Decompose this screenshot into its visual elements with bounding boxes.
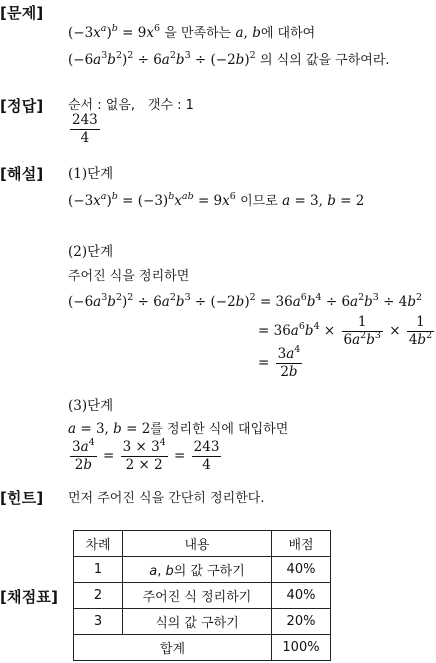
- rubric-total-row: [74, 635, 331, 661]
- answer-numerator: 243: [72, 112, 98, 128]
- rubric-row-content-suffix: 의 값 구하기: [173, 564, 245, 579]
- solution-step3-intro: a = 3, b = 2를 정리한 식에 대입하면: [68, 421, 289, 437]
- table-row: [74, 583, 331, 609]
- hint-text-content: 먼저 주어진 식을 간단히 정리한다.: [68, 491, 265, 506]
- section-rubric-label: [채점표]: [0, 588, 59, 606]
- solution-step1-equation: $(-3x^a)^b = (-3)^bx^{ab} = 9x^6$ 이므로 a = 3, b = 2: [68, 191, 365, 209]
- section-hint-label: [힌트]: [0, 489, 44, 507]
- rubric-row-content: 식의 값 구하기: [123, 609, 272, 635]
- rubric-total-score: 100%: [272, 635, 331, 661]
- solution-step3-tail: 를 정리한 식에 대입하면: [150, 422, 289, 437]
- solution-step2-eq3: = $\frac{3a^4}{2b}$: [258, 344, 301, 380]
- rubric-row-no: 2: [74, 583, 123, 609]
- rubric-row-score: 20%: [272, 609, 331, 635]
- answer-order: 순서 : 없음,: [68, 98, 136, 113]
- solution-step2-label: (2)단계: [68, 244, 114, 260]
- answer-count: 갯수 : 1: [147, 98, 194, 113]
- problem-line-2: $(-6a^3b^2)^2 \div 6a^2b^3 \div (-2b)^2$ 의 식의 값을 구하여라.: [68, 50, 390, 68]
- solution-step3-label: (3)단계: [68, 398, 114, 414]
- answer-denominator: 4: [80, 130, 90, 146]
- problem-line-2-tail: 의 식의 값을 구하여라.: [259, 53, 390, 68]
- rubric-row-content: a, b의 값 구하기: [123, 557, 272, 583]
- solution-step2-eq1: $(-6a^3b^2)^2 \div 6a^2b^3 \div (-2b)^2 = 36a^6b^4 \div 6a^2b^3 \div 4b^2$: [68, 292, 423, 310]
- section-answer-label: [정답]: [0, 97, 44, 115]
- solution-step2-intro: [68, 267, 189, 286]
- solution-step3-equation: $\frac{3a^4}{2b}$ = $\frac{3 \times 3^4}{2 \times 2}$ = $\frac{243}{4}$: [72, 437, 220, 473]
- rubric-total-label: 합계: [74, 635, 272, 661]
- rubric-row-score: 40%: [272, 557, 331, 583]
- problem-line-1-suffix: 을 만족하는: [164, 26, 232, 41]
- table-row: [74, 557, 331, 583]
- solution-step1-tail: 이므로: [240, 194, 278, 209]
- rubric-row-no: 3: [74, 609, 123, 635]
- rubric-header-row: [74, 531, 331, 557]
- answer-fraction: [68, 112, 102, 147]
- rubric-header-score: 배점: [272, 531, 331, 557]
- section-problem-label: [문제]: [0, 4, 44, 22]
- solution-step2-intro-text: 주어진 식을 정리하면: [68, 269, 190, 284]
- rubric-row-score: 40%: [272, 583, 331, 609]
- section-solution-label: [해설]: [0, 165, 44, 183]
- solution-step2-eq2: = $36a^6b^4$ × $\frac{1}{6a^2b^3}$ × $\frac{1}{4b^2}$: [258, 314, 433, 348]
- rubric-header-order: 차례: [74, 531, 123, 557]
- problem-line-1-tail: 에 대하여: [260, 26, 316, 41]
- problem-line-1: $(-3x^a)^b = 9x^6$ 을 만족하는 a, b에 대하여: [68, 23, 316, 41]
- rubric-table: [73, 530, 331, 661]
- rubric-row-no: 1: [74, 557, 123, 583]
- hint-text: [68, 489, 264, 508]
- rubric-row-content: 주어진 식 정리하기: [123, 583, 272, 609]
- rubric-header-content: 내용: [123, 531, 272, 557]
- table-row: [74, 609, 331, 635]
- solution-step1-label: (1)단계: [68, 166, 114, 182]
